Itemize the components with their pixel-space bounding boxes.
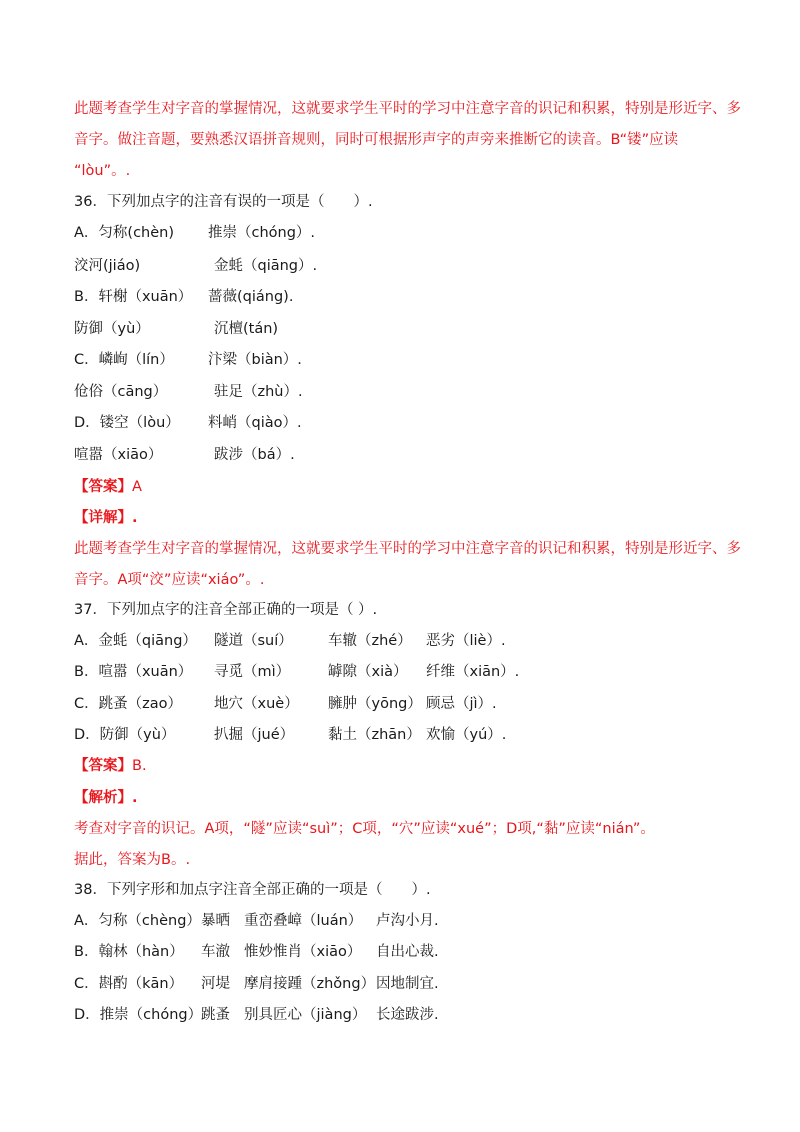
q37-row1-col1: A．金蚝（qiāng） bbox=[74, 633, 197, 649]
q37-row4-col3: 黏土（zhān） bbox=[328, 727, 421, 743]
q38-row2-col1: B．翰林（hàn） bbox=[74, 944, 184, 960]
q37-row3-col2: 地穴（xuè） bbox=[214, 696, 299, 712]
q38-row2-col3: 惟妙惟肖（xiāo） bbox=[244, 944, 362, 960]
q37-stem: 37．下列加点字的注音全部正确的一项是（ ）. bbox=[74, 602, 378, 618]
answer-value: A bbox=[132, 479, 142, 495]
q37-explain-label: 【解析】. bbox=[74, 790, 138, 806]
q37-answer bbox=[74, 756, 147, 776]
q38-row3-col4: 因地制宜. bbox=[376, 976, 439, 992]
q36-explain-label: 【详解】. bbox=[74, 510, 138, 526]
q36-row6-col1: 伧俗（cāng） bbox=[74, 384, 168, 400]
q36-row7-col2: 料峭（qiào）. bbox=[208, 415, 302, 431]
q37-row1-col2: 隧道（suí） bbox=[214, 633, 293, 649]
q36-row2-col1: 洨河(jiáo) bbox=[74, 258, 141, 274]
q38-row3-col2: 河堤 bbox=[201, 976, 230, 992]
q36-row2-col2: 金蚝（qiāng）. bbox=[214, 258, 318, 274]
intro-line-1: 此题考查学生对字音的掌握情况，这就要求学生平时的学习中注意字音的识记和积累，特别是形近字、多 bbox=[74, 101, 741, 117]
q38-row4-col4: 长途跋涉. bbox=[376, 1007, 439, 1023]
q38-row4-col1: D．推崇（chóng） bbox=[74, 1007, 203, 1023]
q37-row2-col4: 纤维（xiān）. bbox=[426, 664, 520, 680]
answer-value: B. bbox=[132, 758, 147, 774]
answer-label: 【答案】 bbox=[74, 479, 132, 495]
q37-row3-col1: C．跳蚤（zao） bbox=[74, 696, 182, 712]
q36-row7-col1: D．镂空（lòu） bbox=[74, 415, 180, 431]
q37-row3-col4: 顾忌（jì）. bbox=[426, 696, 497, 712]
q37-row4-col2: 扒掘（jué） bbox=[214, 727, 295, 743]
q36-row1-col1: A．匀称(chèn) bbox=[74, 225, 175, 241]
q38-row1-col4: 卢沟小月. bbox=[376, 913, 439, 929]
q36-explain-line-2: 音字。A项“洨”应读“xiáo”。. bbox=[74, 572, 265, 588]
q36-row8-col2: 跋涉（bá）. bbox=[214, 447, 295, 463]
q36-stem: 36．下列加点字的注音有误的一项是（ ）. bbox=[74, 194, 373, 210]
q37-explain-line-1: 考查对字音的识记。A项，“隧”应读“suì”；C项，“穴”应读“xué”；D项,“黏”应读“nián”。 bbox=[74, 821, 655, 837]
q37-row2-col3: 罅隙（xià） bbox=[328, 664, 408, 680]
intro-line-3: “lòu”。. bbox=[74, 163, 131, 179]
q37-row4-col1: D．防御（yù） bbox=[74, 727, 176, 743]
answer-label: 【答案】 bbox=[74, 758, 132, 774]
q37-row1-col3: 车辙（zhé） bbox=[328, 633, 412, 649]
q36-row4-col1: 防御（yù） bbox=[74, 321, 150, 337]
q38-row2-col2: 车澈 bbox=[201, 944, 230, 960]
q38-row4-col2: 跳蚤 bbox=[201, 1007, 230, 1023]
q36-row4-col2: 沉檀(tán) bbox=[214, 321, 279, 337]
q36-row6-col2: 驻足（zhù）. bbox=[214, 384, 303, 400]
q38-row1-col2: 暴晒 bbox=[201, 913, 230, 929]
q38-row3-col1: C．斟酌（kān） bbox=[74, 976, 184, 992]
q37-explain-line-2: 据此，答案为B。. bbox=[74, 852, 191, 868]
q37-row4-col4: 欢愉（yú）. bbox=[426, 727, 507, 743]
q37-row3-col3: 臃肿（yōng） bbox=[328, 696, 422, 712]
q36-row8-col1: 喧嚣（xiāo） bbox=[74, 447, 163, 463]
q38-stem: 38．下列字形和加点字注音全部正确的一项是（ ）. bbox=[74, 882, 431, 898]
intro-line-2: 音字。做注音题，要熟悉汉语拼音规则，同时可根据形声字的声旁来推断它的读音。B“镂”应读 bbox=[74, 132, 679, 148]
q38-row3-col3: 摩肩接踵（zhǒng） bbox=[244, 976, 376, 992]
q36-row1-col2: 推崇（chóng）. bbox=[208, 225, 316, 241]
q38-row2-col4: 自出心裁. bbox=[376, 944, 439, 960]
q36-row5-col1: C．嶙峋（lín） bbox=[74, 352, 174, 368]
q36-row3-col1: B．轩榭（xuān） bbox=[74, 289, 193, 305]
q36-explain-line-1: 此题考查学生对字音的掌握情况，这就要求学生平时的学习中注意字音的识记和积累，特别是形近字、多 bbox=[74, 541, 741, 557]
q38-row1-col3: 重峦叠嶂（luán） bbox=[244, 913, 363, 929]
q36-row5-col2: 汴梁（biàn）. bbox=[208, 352, 302, 368]
q38-row4-col3: 别具匠心（jiàng） bbox=[244, 1007, 367, 1023]
q37-row1-col4: 恶劣（liè）. bbox=[426, 633, 506, 649]
q37-row2-col1: B．喧嚣（xuān） bbox=[74, 664, 193, 680]
q36-row3-col2: 蔷薇(qiáng). bbox=[208, 289, 294, 305]
q36-answer bbox=[74, 477, 142, 497]
q38-row1-col1: A．匀称（chèng） bbox=[74, 913, 201, 929]
q37-row2-col2: 寻觅（mì） bbox=[214, 664, 291, 680]
